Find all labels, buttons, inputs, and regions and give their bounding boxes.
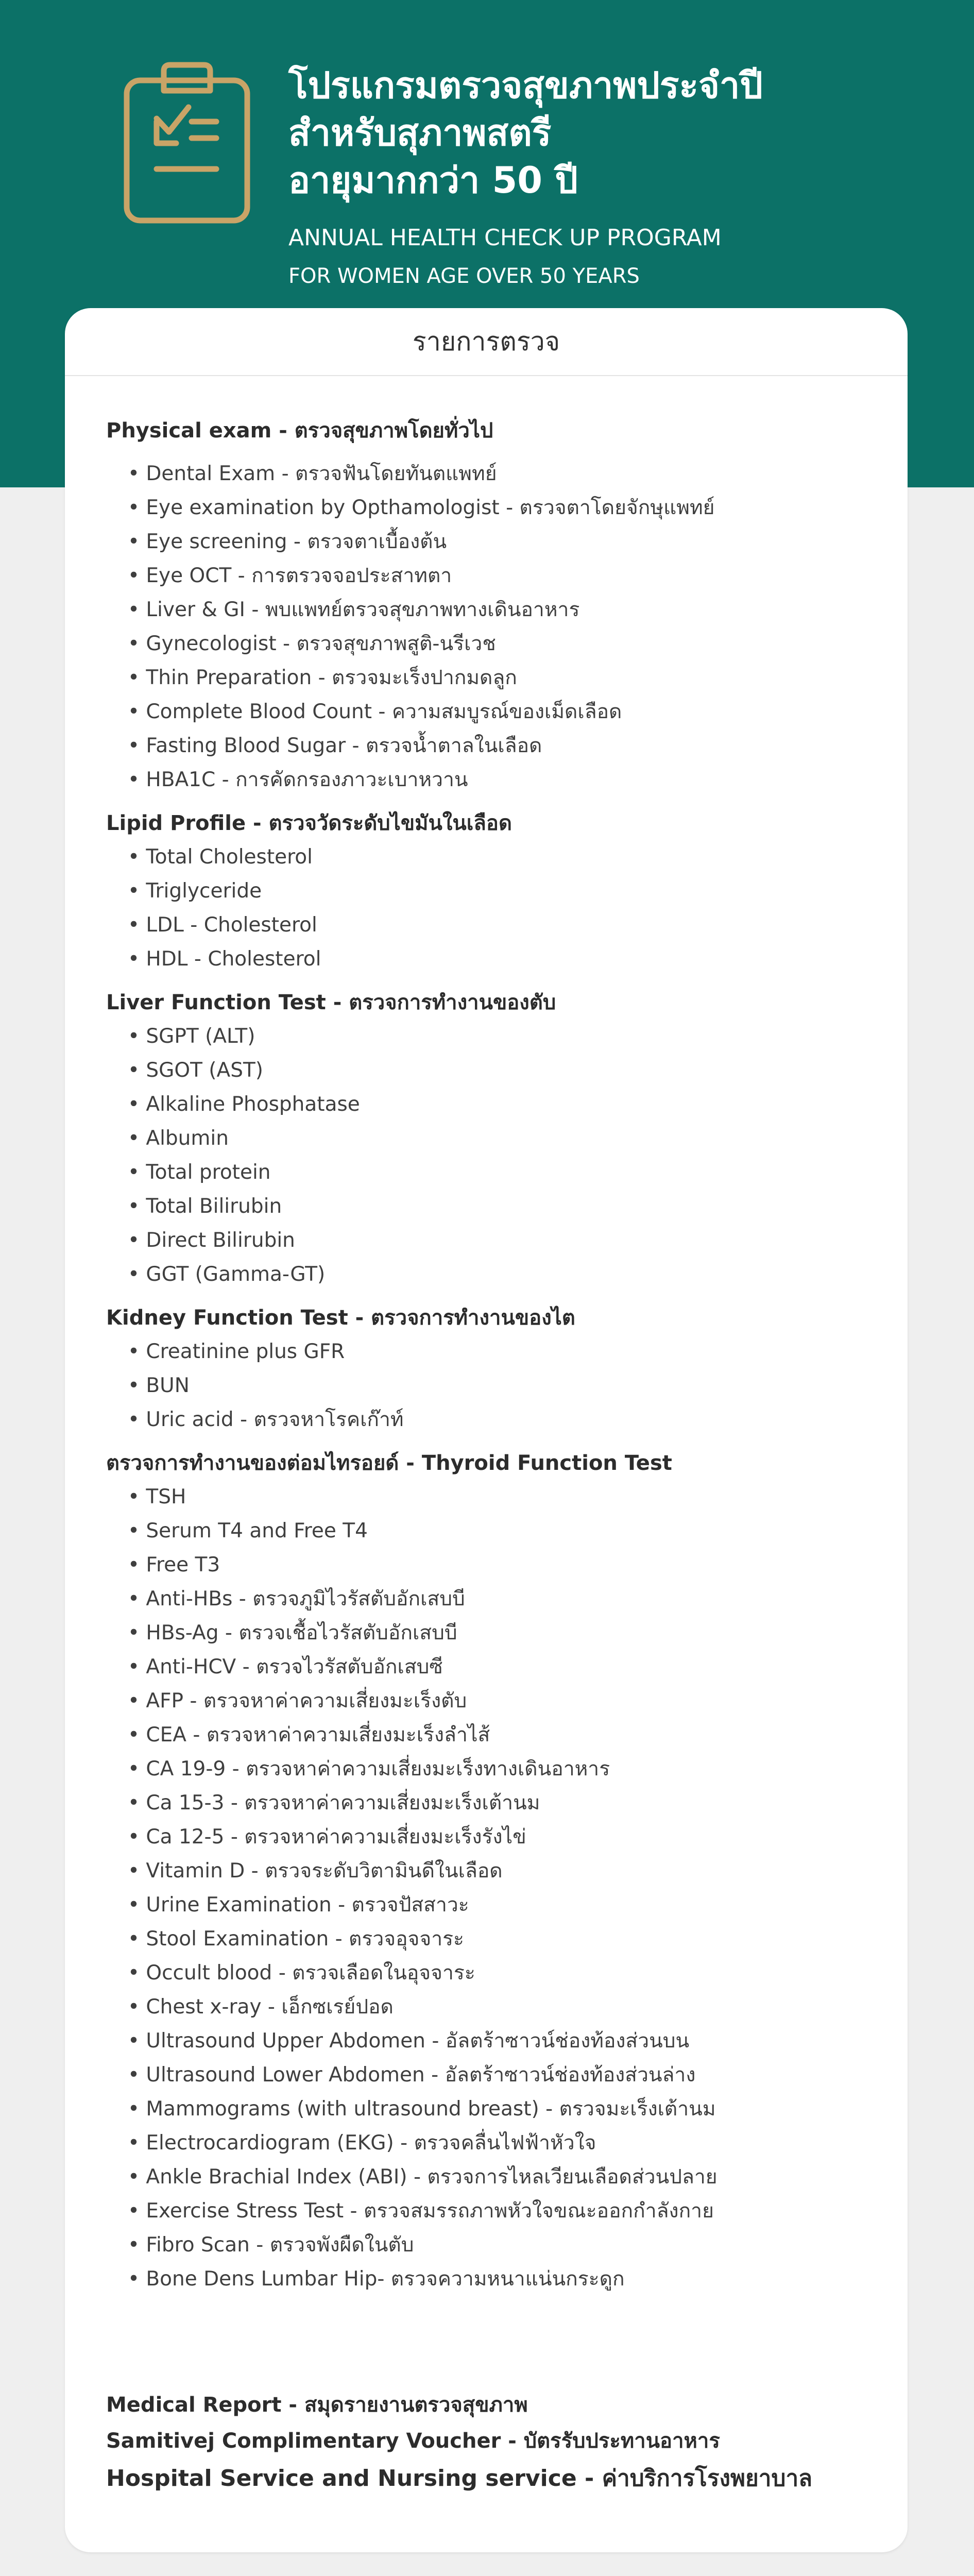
list-item: • Gynecologist - ตรวจสุขภาพสูติ-นรีเวช [128,632,496,655]
title-block [288,62,907,290]
list-item: • Bone Dens Lumbar Hip- ตรวจความหนาแน่นกระดูก [128,2267,625,2291]
included-services [106,2387,879,2498]
list-item: • Thin Preparation - ตรวจมะเร็งปากมดลูก [128,666,517,689]
list-item: • Creatinine plus GFR [128,1340,345,1363]
list-item: • Ca 12-5 - ตรวจหาค่าความเสี่ยงมะเร็งรังไข่ [128,1825,526,1849]
list-item: • Fibro Scan - ตรวจพังผืดในตับ [128,2233,414,2257]
list-item: • Chest x-ray - เอ็กซเรย์ปอด [128,1995,394,2019]
title-english-line-1: ANNUAL HEALTH CHECK UP PROGRAM [288,225,722,251]
list-item: • Vitamin D - ตรวจระดับวิตามินดีในเลือด [128,1859,503,1883]
list-item: • HDL - Cholesterol [128,947,321,971]
section-title-physical-exam: Physical exam - ตรวจสุขภาพโดยทั่วไป [106,419,493,443]
list-item: • CA 19-9 - ตรวจหาค่าความเสี่ยงมะเร็งทางเดินอาหาร [128,1757,610,1781]
list-item: • SGPT (ALT) [128,1025,255,1048]
section-title-lipid-profile: Lipid Profile - ตรวจวัดระดับไขมันในเลือด [106,811,512,835]
list-item: • CEA - ตรวจหาค่าความเสี่ยงมะเร็งลำไส้ [128,1723,490,1747]
list-item: • SGOT (AST) [128,1059,263,1082]
list-item: • Complete Blood Count - ความสมบูรณ์ของเม็ดเลือด [128,700,622,723]
list-item: • Anti-HBs - ตรวจภูมิไวรัสตับอักเสบบี [128,1587,465,1611]
list-item: • HBs-Ag - ตรวจเชื้อไวรัสตับอักเสบบี [128,1621,457,1645]
list-item: • AFP - ตรวจหาค่าความเสี่ยงมะเร็งตับ [128,1689,467,1713]
list-item: • Ankle Brachial Index (ABI) - ตรวจการไหลเวียนเลือดส่วนปลาย [128,2165,717,2189]
list-item: • Eye OCT - การตรวจจอประสาทตา [128,564,452,587]
list-item: • Mammograms (with ultrasound breast) - ตรวจมะเร็งเต้านม [128,2097,716,2121]
list-item: • Ultrasound Lower Abdomen - อัลตร้าซาวน์ช่องท้องส่วนล่าง [128,2063,696,2087]
section-title-kidney-function: Kidney Function Test - ตรวจการทำงานของไต [106,1306,575,1330]
section-title-thyroid-function: ตรวจการทำงานของต่อมไทรอยด์ - Thyroid Function Test [106,1451,672,1475]
list-item: • HBA1C - การคัดกรองภาวะเบาหวาน [128,768,468,791]
service-hospital-nursing: Hospital Service and Nursing service - ค่าบริการโรงพยาบาล [106,2465,813,2492]
list-item: • Triglyceride [128,879,262,903]
list-item: • Liver & GI - พบแพทย์ตรวจสุขภาพทางเดินอาหาร [128,598,580,621]
section-title-liver-function: Liver Function Test - ตรวจการทำงานของตับ [106,991,556,1014]
list-item: • Electrocardiogram (EKG) - ตรวจคลื่นไฟฟ้าหัวใจ [128,2131,596,2155]
list-item: • Serum T4 and Free T4 [128,1519,368,1543]
list-item: • Urine Examination - ตรวจปัสสาวะ [128,1893,469,1917]
list-item: • Stool Examination - ตรวจอุจจาระ [128,1927,464,1951]
checkup-card [65,308,908,2552]
list-item: • Eye examination by Opthamologist - ตรวจตาโดยจักษุแพทย์ [128,496,715,519]
list-item: • Free T3 [128,1553,220,1577]
list-item: • Eye screening - ตรวจตาเบื้องต้น [128,530,447,553]
title-english-line-2: FOR WOMEN AGE OVER 50 YEARS [288,264,640,288]
clipboard-check-icon [123,61,251,225]
list-item: • Uric acid - ตรวจหาโรคเก๊าท์ [128,1408,404,1431]
list-item: • Albumin [128,1127,229,1150]
service-medical-report: Medical Report - สมุดรายงานตรวจสุขภาพ [106,2393,528,2417]
list-item: • Occult blood - ตรวจเลือดในอุจจาระ [128,1961,475,1985]
title-thai-line-2: สำหรับสุภาพสตรี [288,112,552,154]
list-item: • Dental Exam - ตรวจฟันโดยทันตแพทย์ [128,462,497,485]
list-item: • Total Cholesterol [128,845,313,869]
list-item: • Fasting Blood Sugar - ตรวจน้ำตาลในเลือด [128,734,542,757]
list-item: • Ca 15-3 - ตรวจหาค่าความเสี่ยงมะเร็งเต้านม [128,1791,540,1815]
service-voucher: Samitivej Complimentary Voucher - บัตรรับประทานอาหาร [106,2429,720,2453]
list-item: • Alkaline Phosphatase [128,1093,360,1116]
list-item: • GGT (Gamma-GT) [128,1263,326,1286]
checkup-list [106,414,879,2296]
list-item: • Total Bilirubin [128,1195,282,1218]
list-item: • Anti-HCV - ตรวจไวรัสตับอักเสบซี [128,1655,443,1679]
list-item: • TSH [128,1485,186,1509]
list-item: • BUN [128,1374,190,1397]
card-heading: รายการตรวจ [65,308,908,376]
list-item: • Ultrasound Upper Abdomen - อัลตร้าซาวน์ช่องท้องส่วนบน [128,2029,690,2053]
list-item: • Direct Bilirubin [128,1229,295,1252]
title-thai-line-3: อายุมากกว่า 50 ปี [288,159,578,201]
list-item: • Exercise Stress Test - ตรวจสมรรถภาพหัวใจขณะออกกำลังกาย [128,2199,714,2223]
list-item: • Total protein [128,1161,271,1184]
title-thai-line-1: โปรแกรมตรวจสุขภาพประจำปี [288,64,763,107]
list-item: • LDL - Cholesterol [128,913,317,937]
